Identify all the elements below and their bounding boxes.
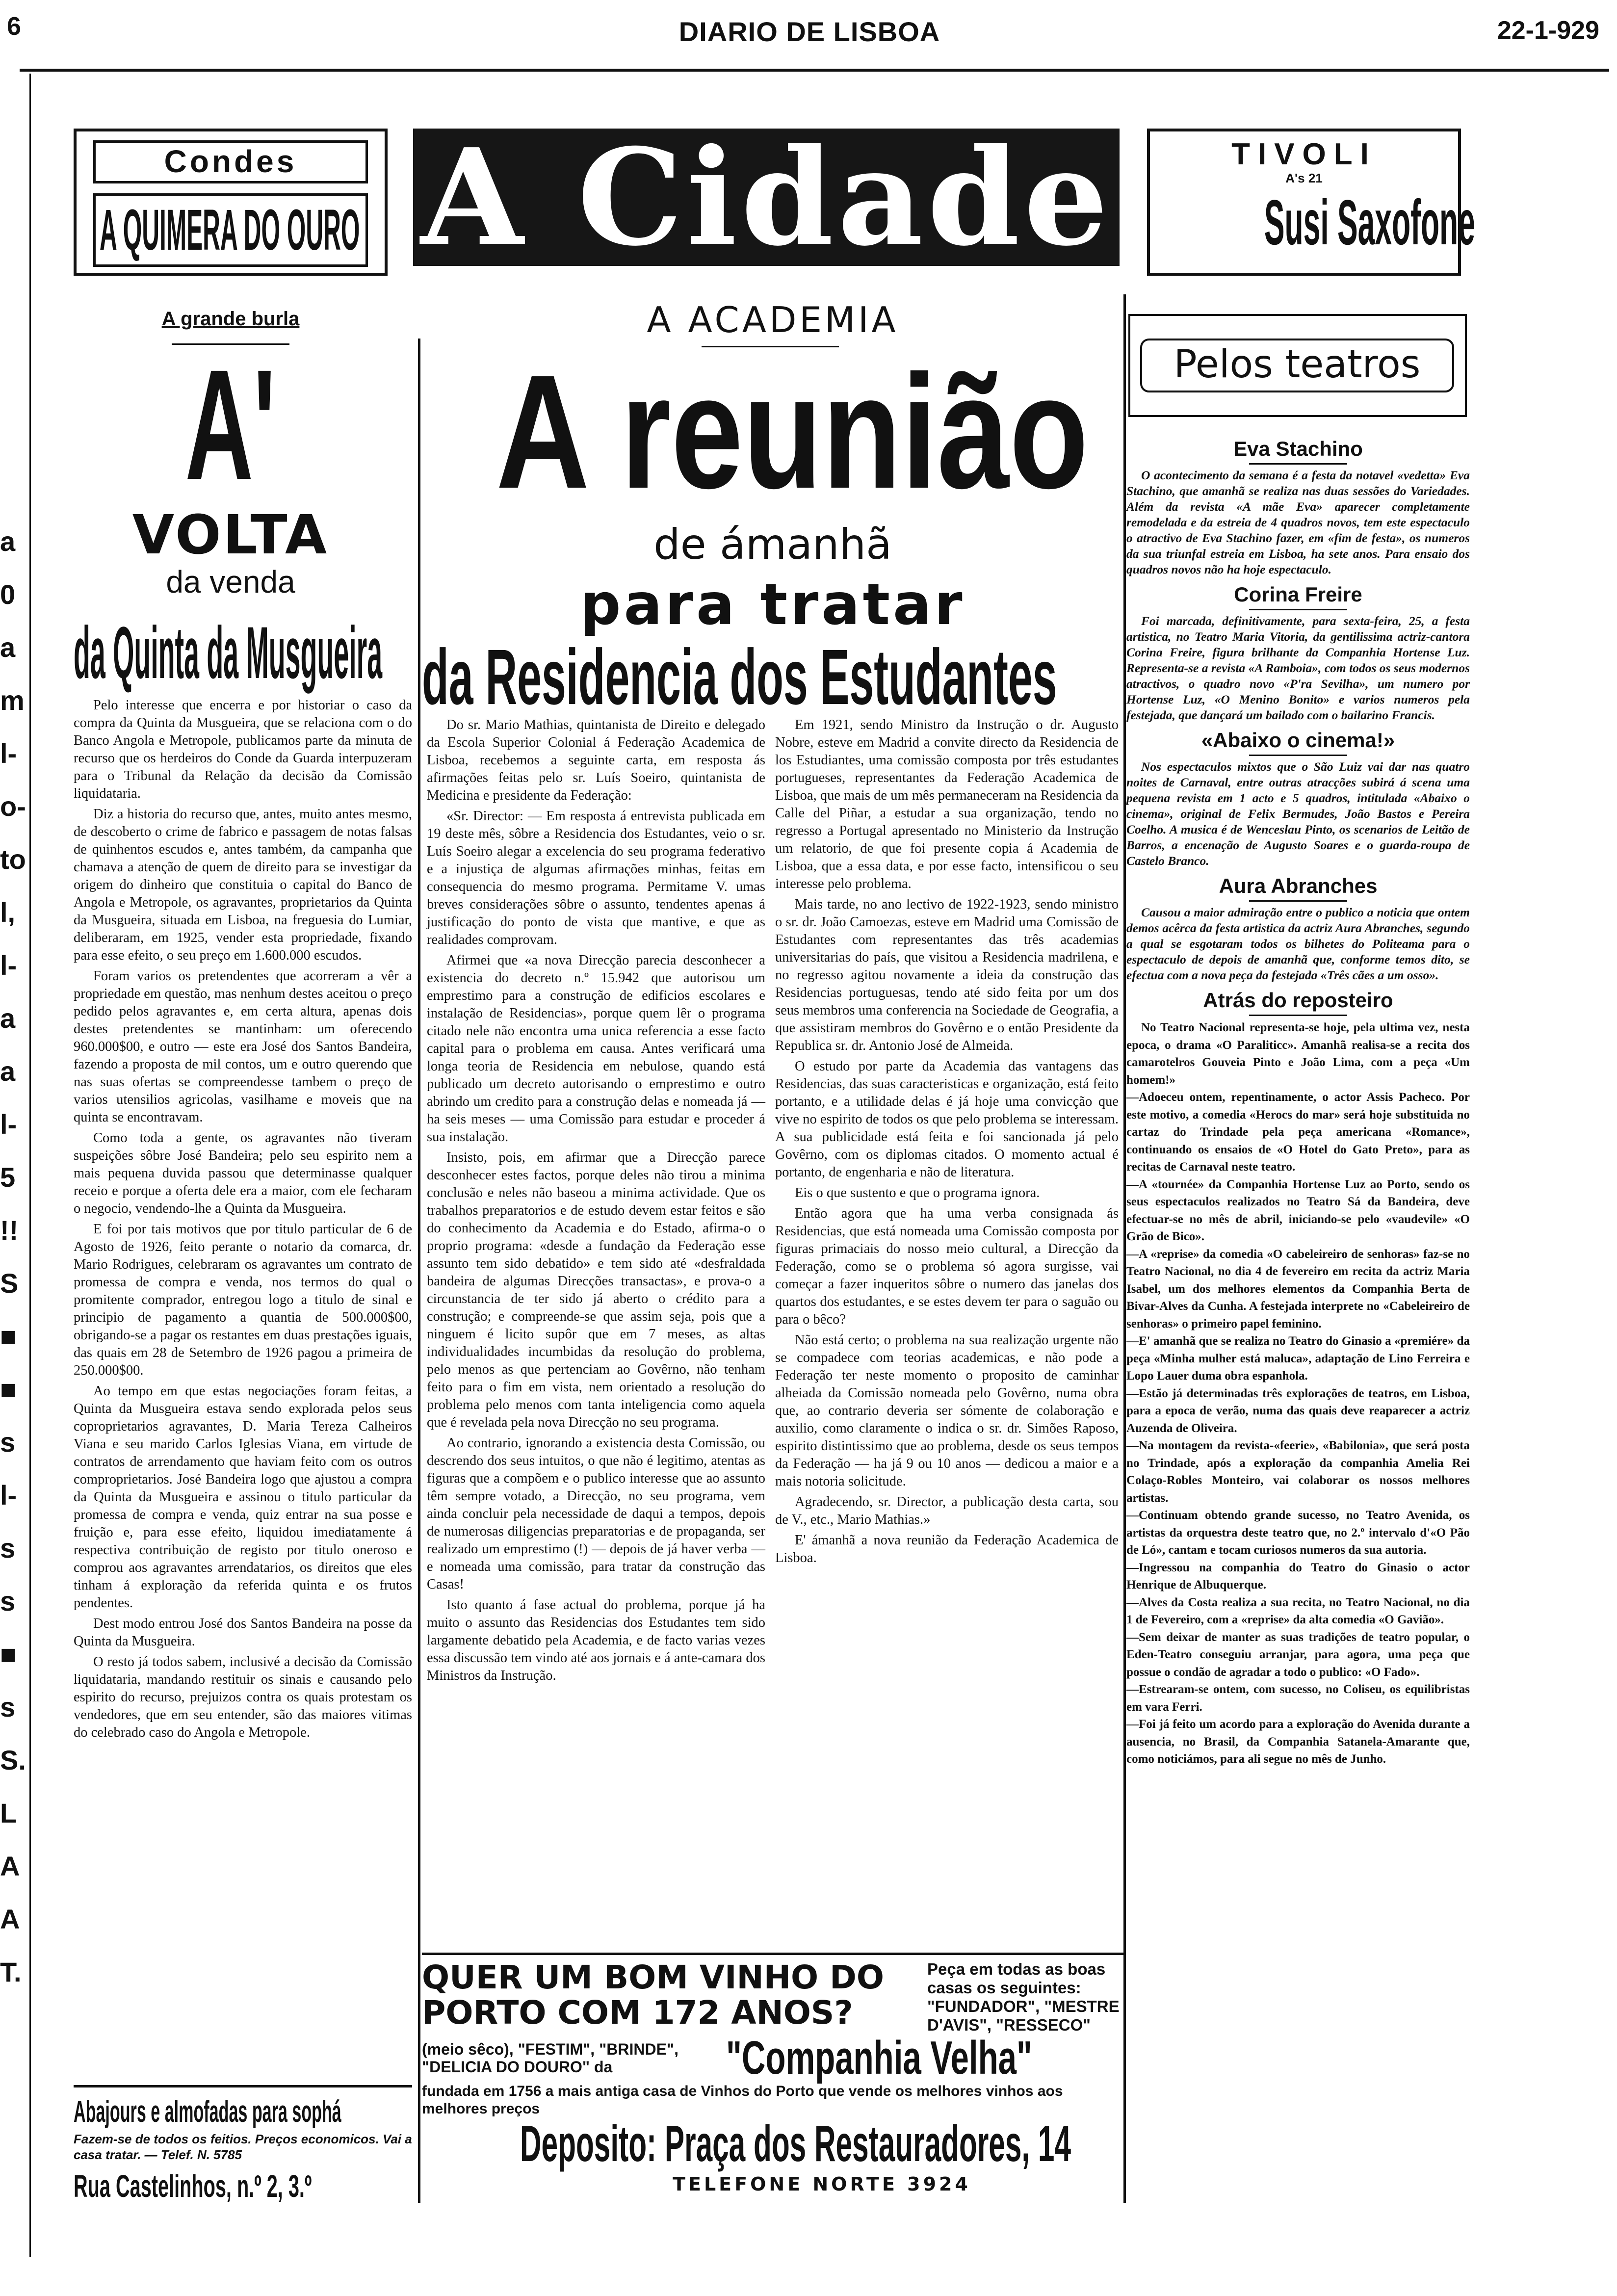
left-headline-3: da venda	[166, 564, 295, 600]
theatre-section-body: Causou a maior admiração entre o publico a noticia que ontem demos acêrca da festa artistica da actriz Aura Abranches, segundo a qual se esgotaram todos os bilhetes do Politeama para o espectaculo de depois de amanhã que, conforme temos dito, se efectua com a nova peça da festejada «Três cães a um osso».	[1126, 905, 1470, 982]
theatre-title-box	[1128, 314, 1467, 417]
condes-label-box	[93, 140, 368, 183]
tivoli-ad	[1147, 129, 1475, 276]
wine-line-3: fundada em 1756 a mais antiga casa de Vinhos do Porto que vende os melhores vinhos aos melhores preços	[422, 2083, 1063, 2117]
paragraph: Afirmei que «a nova Direcção parecia desconhecer a existencia do decreto n.º 15.942 que autorisou um emprestimo para a construção de edificios escolares e instalação de Residencias», porque quem lêr o programa citado nele não encontra uma unica referencia a esse facto capital para o problema em causa. Antes verificará uma longa teoria de Residencia em nebulose, quando está publicado um decreto autorisando o emprestimo e outro abrindo um credito para a construção delas e nomeada já — ha seis meses — uma Comissão para estudar e proceder á sua instalação.	[427, 953, 765, 1145]
margin-fragment: a	[0, 1003, 16, 1034]
wine-deposit-text: Deposito: Praça dos Restauradores, 14	[520, 2115, 1071, 2172]
paragraph: Ao contrario, ignorando a existencia desta Comissão, ou descrendo dos seus intuitos, o que não é legitimo, atentas as figuras que a compõem e o publico interesse que ao assunto têm sempre votado, a Direcção, no seu programa, vem ainda concluir pela necessidade de daqui a tempos, depois de numerosas diligencias preparatorias e de propaganda, ser realizado um emprestimo (!) — depois de já haver verba — e nomeada uma comissão, para tratar da construção das Casas!	[427, 1435, 765, 1592]
theatre-section-head: Eva Stachino	[1233, 437, 1363, 460]
paragraph: Ao tempo em que estas negociações foram feitas, a Quinta da Musgueira estava sendo explorada pelos seus coproprietarios agravantes, D. Maria Tereza Calheiros Viana e seu marido Carlos Iglesias Viana, em virtude de contratos de arrendamento que haviam feito com os outros comproprietarios. José Bandeira logo que ajustou a compra da Quinta da Musgueira e assinou o titulo particular da promessa de compra e venda, quiz entrar na sua posse e fruição e, para esse efeito, liquidou imediatamente á respectiva contribuição de registo por titulo oneroso e comprou aos agravantes arrendatarios, os direitos que eles tinham á exploração da referida quinta e os frutos pendentes.	[74, 1383, 412, 1611]
center-article-col2	[775, 716, 1119, 1948]
masthead-rule	[20, 69, 1609, 72]
wine-ad	[422, 1960, 1123, 2215]
center-article-col1	[427, 716, 765, 1948]
center-headline-3: para tratar	[580, 572, 965, 638]
left-headline-1	[74, 337, 388, 512]
margin-fragment: a	[0, 1056, 16, 1087]
paragraph: E' ámanhã a nova reunião da Federação Academica de Lisboa.	[775, 1533, 1119, 1565]
paragraph: Foram varios os pretendentes que acorreram a vêr a propriedade em questão, mas nenhum destes aceitou o preço pedido pelos agravantes e, em certa altura, apenas dois destes pretendentes se mantinham: um oferecendo 960.000$00, e outro — este era José dos Santos Bandeira, fazendo a proposta de mil contos, um e outro querendo que nas suas ofertas se compreendesse tambem o preço de varios utensilios agricolas, vasilhame e moveis que na quinta se encontravam.	[74, 968, 412, 1125]
margin-fragment: 0	[0, 579, 16, 610]
margin-fragment: 5	[0, 1162, 16, 1193]
condes-film-box	[93, 193, 368, 267]
wine-top-rule	[422, 1953, 1123, 1955]
theatre-title: Pelos teatros	[1174, 342, 1421, 387]
column-rule-right	[1123, 294, 1126, 2203]
newspaper-name: DIARIO DE LISBOA	[678, 16, 940, 47]
margin-fragment: l-	[0, 1480, 17, 1511]
margin-fragment: s	[0, 1427, 16, 1458]
left-margin-fragments	[0, 515, 26, 2281]
theatre-section-head: Corina Freire	[1234, 583, 1362, 606]
paragraph: Eis o que sustento e que o programa ignora.	[795, 1185, 1040, 1200]
paragraph: Agradecendo, sr. Director, a publicação desta carta, sou de V., etc., Mario Mathias.»	[775, 1494, 1119, 1527]
wine-side: Peça em todas as boas casas os seguintes: "FUNDADOR", "MESTRE D'AVIS", "RESSECO"	[927, 1960, 1120, 2034]
margin-fragment: s	[0, 1692, 16, 1722]
tivoli-time: A's 21	[1285, 171, 1323, 185]
paragraph: Insisto, pois, em afirmar que a Direcção parece desconhecer estes factos, porque deles não tirou a minima conclusão e neles não baseou a minima actividade. Que os trabalhos preparatorios e de estudo devem estar feitos e são do conhecimento da Academia e do Estado, afirma-o o proprio programa: «desde a fundação da Federação esse assunto tem sido debatido» e tem sido até «desfraldada bandeira de algumas Direcções transactas», e prova-o a circunstancia de ter sido já aberto o crédito para a construção; e compreende-se que assim seja, pois que a ninguem é licito supôr que em 7 meses, as altas individualidades incumbidas da resolução do problema, pelo menos as que pertenciam ao Govêrno, não tenham feito para o fim em vista, nem orientado a resolução do problema pelo menos com tanta inteligencia como aquela que é revelada pela nova Direcção no seu programa.	[427, 1150, 765, 1430]
margin-fragment: a	[0, 632, 16, 663]
theatre-section-head: Atrás do reposteiro	[1203, 989, 1393, 1012]
theatre-section-body: Nos espectaculos mixtos que o São Luiz vai dar nas quatro noites de Carnaval, entre outras atracções subirá á scena uma pequena revista em 1 acto e 5 quadros, intitulada «Abaixo o cinema», original de Felix Bermudes, João Bastos e Pereira Coelho. A musica é de Wenceslau Pinto, os scenarios de Leitão de Barros, a encenação de Augusto Soares e o guarda-roupa de Castelo Branco.	[1126, 759, 1470, 868]
paragraph: E foi por tais motivos que por titulo particular de 6 de Agosto de 1926, feito perante o notario da comarca, dr. Mario Rodrigues, celebraram os agravantes um contrato de promessa de compra e venda, nos termos do qual o promitente comprador, entregou logo a titulo de sinal e principio de pagamento a quantia de 500.000$00, obrigando-se a pagar os restantes em duas prestações iguais, das quais em 28 de Setembro de 1926 pagou a primeira de 250.000$00.	[74, 1222, 412, 1378]
abajours-headline: Abajours e almofadas para sophá	[74, 2095, 341, 2129]
center-h1-text: A reunião	[496, 341, 1089, 522]
paragraph: Em 1921, sendo Ministro da Instrução o dr. Augusto Nobre, esteve em Madrid a convite directo da Residencia de los Estudiantes, uma comissão composta por três estudantes portugueses, representantes da Federação Academica de Lisboa, que mais de um mês permaneceram na Residencia da Calle del Piñar, a estudar a sua organização, tendo no regresso a Portugal apresentado no Ministerio da Instrução um relatorio, de que foi presente copia á Academia de Lisboa, que a essa data, e por esse facto, intensificou o seu interesse pelo problema.	[775, 717, 1119, 891]
margin-fragment: S	[0, 1268, 19, 1299]
paragraph: Isto quanto á fase actual do problema, porque já ha muito o assunto das Residencias dos Estudantes tem sido largamente debatido pela Academia, e de facto varias vezes essa discussão tem vindo até aos jornais e á ante-camara dos Ministros da Instrução.	[427, 1597, 765, 1683]
abajours-body: Fazem-se de todos os feitios. Preços economicos. Vai a casa tratar. — Telef. N. 5785	[74, 2132, 412, 2162]
margin-fragment: m	[0, 685, 25, 716]
theatre-title-inner	[1140, 339, 1454, 392]
paragraph: Do sr. Mario Mathias, quintanista de Direito e delegado da Escola Superior Colonial á Federação Academica de Lisboa, recebemos a seguinte carta, em resposta ás afirmações feitas pelo sr. Luís Soeiro, quintanista de Medicina e presidente da Federação:	[427, 717, 765, 803]
theatre-section-rule	[1249, 1015, 1347, 1016]
tivoli-venue: TIVOLI	[1231, 137, 1377, 171]
left-kicker: A grande burla	[161, 308, 300, 330]
paragraph: Não está certo; o problema na sua realização urgente não se compadece com teorias academicas, e não pode a Federação ter neste momento o proposito de caminhar alheiada da Comissão nomeada pelo Govêrno, numa obra que, ao contrario deveria ser sómente de colaboração e auxilio, como claramente o indica o sr. dr. Simões Raposo, espirito distintissimo que ao problema, desde os seus tempos da Federação — ha já 9 ou 10 anos — dedicou a maior e a mais notoria solicitude.	[775, 1332, 1119, 1489]
paragraph: Pelo interesse que encerra e por historiar o caso da compra da Quinta da Musgueira, que se relaciona com o do Banco Angola e Metropole, publicamos parte da minuta de recurso que os herdeiros do Conde da Guarda interpuzeram para o Tribunal da Relação da decisão da Comissão liquidataria.	[74, 698, 412, 801]
left-h4-text: da Quinta da Musgueira	[74, 611, 383, 694]
wine-deposit	[520, 2117, 1123, 2171]
theatre-section-body: No Teatro Nacional representa-se hoje, pela ultima vez, nesta epoca, o drama «O Paraliticc». Amanhã realisa-se a recita dos camarotelros Gouveia Pinto e João Lima, com a peça «Um homem!» —Adoeceu ontem, repentinamente, o actor Assis Pacheco. Por este motivo, a comedia «Herocs do mar» será hoje substituida no cartaz do Trindade pela peça americana «Romance», continuando os ensaios de «O Hotel do Gato Preto», para as recitas de Carnaval neste teatro. —A «tournée» da Companhia Hortense Luz ao Porto, sendo os seus espectaculos realizados no Teatro Sá da Bandeira, deve efectuar-se no mês de abril, iniciando-se pelo «vaudevile» «O Grão de Bico». —A «reprise» da comedia «O cabeleireiro de senhoras» faz-se no Teatro Nacional, no dia 4 de fevereiro em recita da actriz Maria Isabel, um dos melhores elementos da Companhia Berta de Bivar-Alves da Cunha. A festejada interprete no «Cabeleireiro de senhoras» o primeiro papel feminino. —E' amanhã que se realiza no Teatro do Ginasio a «premiére» da peça «Minha mulher está maluca», adaptação de Lino Ferreira e Lopo Lauer duma obra espanhola. —Estão já determinadas três explorações de teatros, em Lisboa, para a epoca de verão, numa das quais deve reaparecer a actriz Auzenda de Oliveira. —Na montagem da revista-«feerie», «Babilonia», que será posta no Trindade, após a exploração da companhia Amelia Rei Colaço-Robles Monteiro, vai colaborar os nossos melhores artistas. —Continuam obtendo grande sucesso, no Teatro Avenida, os artistas da orquestra deste teatro que, no 2.º intervalo d'«O Pão de Ló», cantam e tocam curiosos numeros da sua autoria. —Ingressou na companhia do Teatro do Ginasio o actor Henrique de Albuquerque. —Alves da Costa realiza a sua recita, no Teatro Nacional, no dia 1 de Fevereiro, com a «reprise» da alta comedia «O Gavião». —Sem deixar de manter as suas tradições de teatro popular, o Eden-Teatro conseguiu arranjar, para agora, uma peça que possue o condão de agradar a todo o publico: «O Fado». —Estrearam-se ontem, com sucesso, no Coliseu, os equilibristas em vara Ferri. —Foi já feito um acordo para a exploração do Avenida durante a ausencia, no Brasil, da Companhia Satanela-Amarante que, como noticiámos, para ali segue no mês de Junho.	[1126, 1021, 1470, 1766]
margin-fragment: s	[0, 1586, 16, 1617]
abajours-ad	[74, 2095, 417, 2213]
theatre-section-rule	[1249, 463, 1347, 465]
margin-fragment: to	[0, 844, 26, 875]
margin-fragment: L	[0, 1798, 17, 1828]
theatre-section-rule	[1249, 900, 1347, 902]
section-title: A Cidade	[420, 119, 1112, 275]
margin-fragment: A	[0, 1904, 20, 1934]
theatre-section-head: «Abaixo o cinema!»	[1201, 729, 1395, 752]
margin-fragment: T.	[0, 1957, 22, 1987]
center-kicker: A ACADEMIA	[647, 299, 899, 340]
margin-fragment: ■	[0, 1639, 17, 1670]
paragraph: Dest modo entrou José dos Santos Bandeira na posse da Quinta da Musgueira.	[74, 1616, 412, 1649]
margin-fragment: A	[0, 1851, 20, 1881]
center-headline-4	[422, 633, 1123, 721]
center-headline-2: de ámanhã	[653, 520, 892, 569]
wine-headline: QUER UM BOM VINHO DO PORTO COM 172 ANOS?	[422, 1958, 884, 2032]
tivoli-film: Susi Saxofone	[1264, 186, 1475, 258]
issue-date: 22-1-929	[1497, 16, 1599, 45]
condes-film: A QUIMERA DO OURO	[100, 198, 360, 262]
theatre-section-body: Foi marcada, definitivamente, para sexta-feira, 25, a festa artistica, no Teatro Maria Vitoria, da gentilissima actriz-cantora Corina Freire, figura brilhante da Companhia Hortense Luz. Representa-se a revista «A Ramboia», com todos os seus modernos atractivos, o quadro novo «P'ra Sevilha», um numero por Hortense Luz, «O Menino Bonito» e varios numeros pela festejada, que dançará um bailado com o bailarino Francis.	[1126, 614, 1470, 722]
condes-ad	[74, 129, 388, 276]
margin-fragment: l-	[0, 738, 17, 769]
margin-fragment: S.	[0, 1745, 26, 1775]
left-article-body	[74, 697, 412, 2036]
wine-line-2: (meio sêco), "FESTIM", "BRINDE", "DELICIA DO DOURO" da	[422, 2040, 678, 2076]
wine-brand-text: "Companhia Velha"	[726, 2032, 1032, 2084]
theatre-section-rule	[1249, 755, 1347, 756]
condes-venue: Condes	[164, 144, 297, 179]
margin-fragment: l-	[0, 1109, 17, 1140]
left-headline-4	[74, 613, 407, 692]
page-frame-left	[29, 74, 31, 2257]
theatre-section-head: Aura Abranches	[1219, 874, 1378, 897]
margin-fragment: l,	[0, 897, 16, 928]
margin-fragment: ■	[0, 1321, 17, 1352]
margin-fragment: !!	[0, 1215, 19, 1246]
center-headline-1	[422, 343, 1123, 520]
left-headline-2: VOLTA	[132, 503, 329, 566]
theatre-section-body: O acontecimento da semana é a festa da notavel «vedetta» Eva Stachino, que amanhã se realiza nas duas sessões do Variedades. Além da revista «A mãe Eva» aparecer completamente remodelada e da estreia de 4 quadros novos, tem este espectaculo o atractivo de Eva Stachino fazer, em «fim de festa», os numeros da sua triunfal estreia em Lisboa, ha sete anos. Para ensaio dos quadros novos não ha hoje espectaculo.	[1126, 468, 1470, 576]
wine-brand	[726, 2034, 1123, 2083]
center-h4-text: da Residencia dos Estudantes	[422, 633, 1057, 721]
paragraph: Diz a historia do recurso que, antes, muito antes mesmo, de descoberto o crime de fabrico e passagem de notas falsas de quinhentos escudos e, antes também, da campanha que chamava a atenção de quem de direito para se investigar da origem do dinheiro que constituia o capital do Banco de Angola e Metropole, os agravantes, proprietarios da Quinta da Musgueira, situada em Lisboa, na freguesia do Lumiar, deliberaram, em 1925, vender esta propriedade, fixando para esse efeito, o seu preço em 1.600.000 escudos.	[74, 807, 412, 963]
left-h1-text: A'	[185, 337, 276, 512]
margin-fragment: s	[0, 1533, 16, 1564]
margin-fragment: ■	[0, 1374, 17, 1405]
paragraph: O estudo por parte da Academia das vantagens das Residencias, das suas caracteristicas e organização, está feito portanto, e a utilidade delas é já hoje uma convicção que vive no espirito de todos os que pelo problema se interessam. A sua publicidade está feita e foi sancionada já pelo Govêrno, com os diplomas citados. O momento actual é portanto, de engenharia e não de literatura.	[775, 1059, 1119, 1180]
paragraph: O resto já todos sabem, inclusivé a decisão da Comissão liquidataria, mandando restituir os sinais e causando pelo espirito do recurso, prejuizos contra os quais protestam os vendedores, que em seu entender, são das maiores vitimas do celebrado caso do Angola e Metropole.	[74, 1654, 412, 1740]
column-rule-left	[418, 339, 420, 2203]
section-banner	[413, 119, 1120, 275]
theatre-section-rule	[1249, 609, 1347, 610]
paragraph: Como toda a gente, os agravantes não tiveram suspeições sôbre José Bandeira; pelo seu espirito nem a mais pequena duvida passou que determinasse qualquer receio e porque a oferta dele era a maior, com ele fecharam o negocio, vendendo-lhe a Quinta da Musgueira.	[74, 1130, 412, 1216]
paragraph: «Sr. Director: — Em resposta á entrevista publicada em 19 deste mês, sôbre a Residencia dos Estudantes, veio o sr. Luís Soeiro alegar a excelencia do seu programa federativo e a injustiça de algumas afirmações minhas, feitas em consequencia do mesmo programa. Permitame V. umas breves considerações sôbre o assunto, tendentes apenas á justificação do ponto de vista que mantive, e que as realidades comprovam.	[427, 809, 765, 947]
wine-phone: TELEFONE NORTE 3924	[673, 2173, 971, 2195]
paragraph: Então agora que ha uma verba consignada ás Residencias, que está nomeada uma Comissão composta por figuras primaciais do nosso meio cultural, a Direcção da Federação, como se o problema só agora surgisse, vai começar a fazer inqueritos sôbre o numero das janelas dos quartos dos estudantes, e se estes devem ter para o saguão ou para o bêco?	[775, 1206, 1119, 1327]
abajours-top-rule	[74, 2085, 412, 2087]
page-number: 6	[7, 12, 21, 41]
margin-fragment: l-	[0, 950, 17, 981]
abajours-address: Rua Castelinhos, n.º 2, 3.º	[74, 2168, 312, 2204]
margin-fragment: o-	[0, 791, 26, 822]
theatre-sections	[1126, 432, 1470, 2218]
margin-fragment: a	[0, 526, 16, 557]
paragraph: Mais tarde, no ano lectivo de 1922-1923, sendo ministro o sr. dr. João Camoezas, esteve em Madrid uma Comissão de Estudantes com representantes das três academias universitarias do país, que visitou a Residencia madrilena, e no regresso agitou novamente a ideia da construção das Residencias portuguesas, tendo até sido feita por um dos seus membros uma conferencia na Sociedade de Geografia, a que assistiram membros do Govêrno e o então Presidente da Republica sr. dr. Antonio José de Almeida.	[775, 897, 1119, 1053]
